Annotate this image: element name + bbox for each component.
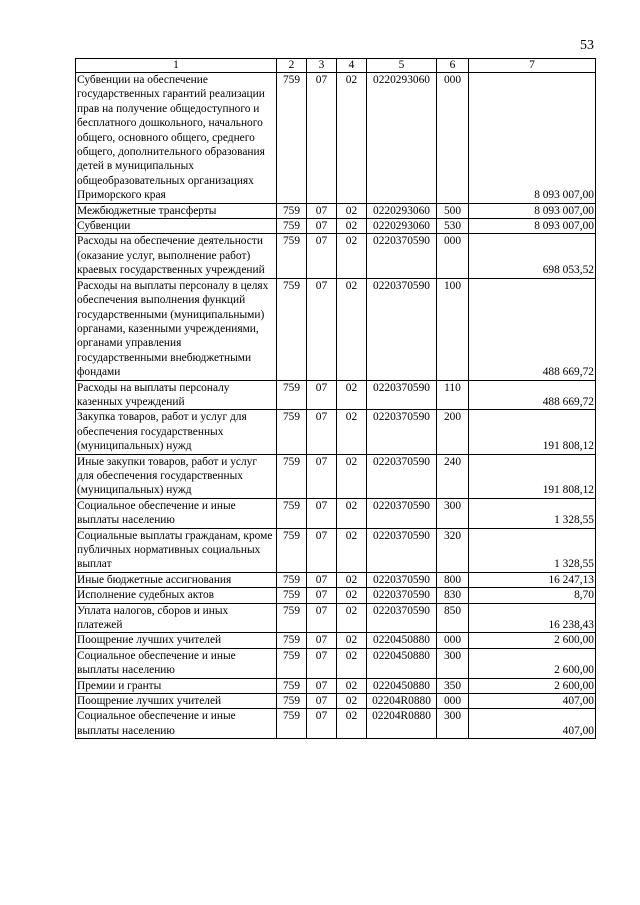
- page-number: 53: [580, 38, 594, 53]
- row-description: Социальное обеспечение и иные выплаты населению: [76, 498, 277, 528]
- row-amount: 407,00: [469, 709, 596, 739]
- row-code-gr: 759: [277, 572, 307, 587]
- table-row: [76, 709, 596, 739]
- row-code-gr: 759: [277, 709, 307, 739]
- row-code-csr: 0220450880: [367, 678, 437, 693]
- row-description: Социальные выплаты гражданам, кроме публичных нормативных социальных выплат: [76, 528, 277, 572]
- row-code-rz: 07: [307, 203, 337, 218]
- row-description: Субвенции: [76, 219, 277, 234]
- row-description: Межбюджетные трансферты: [76, 203, 277, 218]
- table-row: [76, 498, 596, 528]
- row-code-rz: 07: [307, 528, 337, 572]
- budget-table: [75, 58, 596, 739]
- row-code-rz: 07: [307, 73, 337, 204]
- row-code-csr: 0220370590: [367, 572, 437, 587]
- column-header: 3: [307, 59, 337, 73]
- table-row: [76, 648, 596, 678]
- row-code-vr: 110: [437, 380, 469, 410]
- row-code-csr: 0220450880: [367, 633, 437, 648]
- row-code-csr: 0220370590: [367, 603, 437, 633]
- column-header: 2: [277, 59, 307, 73]
- row-description: Премии и гранты: [76, 678, 277, 693]
- row-description: Расходы на обеспечение деятельности (оказание услуг, выполнение работ) краевых государственных учреждений: [76, 234, 277, 278]
- row-code-vr: 850: [437, 603, 469, 633]
- column-header: 5: [367, 59, 437, 73]
- table-row: [76, 694, 596, 709]
- row-code-pr: 02: [337, 73, 367, 204]
- row-code-csr: 0220450880: [367, 648, 437, 678]
- row-description: Поощрение лучших учителей: [76, 694, 277, 709]
- column-header: 7: [469, 59, 596, 73]
- row-code-vr: 830: [437, 588, 469, 603]
- row-amount: 16 247,13: [469, 572, 596, 587]
- row-description: Социальное обеспечение и иные выплаты населению: [76, 648, 277, 678]
- row-amount: 8 093 007,00: [469, 203, 596, 218]
- row-code-rz: 07: [307, 694, 337, 709]
- row-code-rz: 07: [307, 498, 337, 528]
- row-code-pr: 02: [337, 709, 367, 739]
- row-description: Субвенции на обеспечение государственных гарантий реализации прав на получение общедоступного и бесплатного дошкольного, начального общего, основного общего, среднего общего, дополнительного образования детей в муниципальных общеобразовательных организациях Приморского края: [76, 73, 277, 204]
- row-code-csr: 0220370590: [367, 410, 437, 454]
- table-row: [76, 380, 596, 410]
- row-amount: 1 328,55: [469, 528, 596, 572]
- row-amount: 2 600,00: [469, 633, 596, 648]
- row-description: Уплата налогов, сборов и иных платежей: [76, 603, 277, 633]
- row-code-pr: 02: [337, 603, 367, 633]
- row-code-vr: 240: [437, 454, 469, 498]
- row-code-gr: 759: [277, 203, 307, 218]
- row-code-csr: 0220370590: [367, 380, 437, 410]
- column-header: 6: [437, 59, 469, 73]
- row-amount: 698 053,52: [469, 234, 596, 278]
- row-amount: 16 238,43: [469, 603, 596, 633]
- row-code-rz: 07: [307, 678, 337, 693]
- row-code-csr: 0220370590: [367, 454, 437, 498]
- row-code-pr: 02: [337, 410, 367, 454]
- row-code-gr: 759: [277, 648, 307, 678]
- row-code-pr: 02: [337, 694, 367, 709]
- row-code-gr: 759: [277, 588, 307, 603]
- row-code-csr: 0220370590: [367, 588, 437, 603]
- table-row: [76, 528, 596, 572]
- row-code-vr: 500: [437, 203, 469, 218]
- row-code-rz: 07: [307, 380, 337, 410]
- row-amount: 2 600,00: [469, 678, 596, 693]
- row-code-vr: 320: [437, 528, 469, 572]
- row-code-vr: 000: [437, 234, 469, 278]
- row-code-pr: 02: [337, 278, 367, 380]
- row-code-pr: 02: [337, 203, 367, 218]
- row-code-csr: 0220293060: [367, 203, 437, 218]
- table-row: [76, 278, 596, 380]
- row-code-vr: 100: [437, 278, 469, 380]
- row-amount: 488 669,72: [469, 380, 596, 410]
- row-description: Расходы на выплаты персоналу в целях обеспечения выполнения функций государственными (муниципальными) органами, казенными учреждениями, органами управления государственными внебюджетными фондами: [76, 278, 277, 380]
- table-row: [76, 633, 596, 648]
- row-code-gr: 759: [277, 633, 307, 648]
- row-code-gr: 759: [277, 219, 307, 234]
- row-code-gr: 759: [277, 234, 307, 278]
- row-code-vr: 200: [437, 410, 469, 454]
- row-code-vr: 000: [437, 633, 469, 648]
- row-code-rz: 07: [307, 219, 337, 234]
- row-code-csr: 0220370590: [367, 528, 437, 572]
- row-code-pr: 02: [337, 678, 367, 693]
- row-code-pr: 02: [337, 648, 367, 678]
- row-code-rz: 07: [307, 648, 337, 678]
- row-code-rz: 07: [307, 410, 337, 454]
- row-code-pr: 02: [337, 234, 367, 278]
- row-code-csr: 0220293060: [367, 73, 437, 204]
- column-header: 4: [337, 59, 367, 73]
- row-code-csr: 02204R0880: [367, 709, 437, 739]
- row-code-rz: 07: [307, 278, 337, 380]
- row-description: Исполнение судебных актов: [76, 588, 277, 603]
- table-row: [76, 603, 596, 633]
- row-code-rz: 07: [307, 709, 337, 739]
- row-amount: 407,00: [469, 694, 596, 709]
- row-amount: 191 808,12: [469, 454, 596, 498]
- row-amount: 8 093 007,00: [469, 73, 596, 204]
- row-code-gr: 759: [277, 528, 307, 572]
- row-code-rz: 07: [307, 234, 337, 278]
- row-code-pr: 02: [337, 219, 367, 234]
- row-code-rz: 07: [307, 572, 337, 587]
- table-row: [76, 572, 596, 587]
- table-row: [76, 454, 596, 498]
- table-row: [76, 203, 596, 218]
- table-row: [76, 73, 596, 204]
- row-description: Расходы на выплаты персоналу казенных учреждений: [76, 380, 277, 410]
- table-body: [76, 73, 596, 739]
- row-code-rz: 07: [307, 454, 337, 498]
- row-code-pr: 02: [337, 588, 367, 603]
- row-code-vr: 000: [437, 694, 469, 709]
- row-code-gr: 759: [277, 454, 307, 498]
- row-code-csr: 0220370590: [367, 234, 437, 278]
- row-code-vr: 300: [437, 498, 469, 528]
- row-description: Иные закупки товаров, работ и услуг для обеспечения государственных (муниципальных) нужд: [76, 454, 277, 498]
- row-code-gr: 759: [277, 380, 307, 410]
- row-code-gr: 759: [277, 73, 307, 204]
- row-amount: 8 093 007,00: [469, 219, 596, 234]
- row-code-pr: 02: [337, 498, 367, 528]
- table-row: [76, 410, 596, 454]
- row-amount: 1 328,55: [469, 498, 596, 528]
- row-code-gr: 759: [277, 603, 307, 633]
- row-code-pr: 02: [337, 528, 367, 572]
- row-description: Иные бюджетные ассигнования: [76, 572, 277, 587]
- row-amount: 488 669,72: [469, 278, 596, 380]
- table-row: [76, 588, 596, 603]
- table-row: [76, 219, 596, 234]
- table-row: [76, 678, 596, 693]
- row-amount: 191 808,12: [469, 410, 596, 454]
- row-code-vr: 800: [437, 572, 469, 587]
- row-code-vr: 000: [437, 73, 469, 204]
- row-code-gr: 759: [277, 410, 307, 454]
- row-code-vr: 350: [437, 678, 469, 693]
- row-amount: 2 600,00: [469, 648, 596, 678]
- column-header: 1: [76, 59, 277, 73]
- row-code-csr: 0220293060: [367, 219, 437, 234]
- row-code-vr: 300: [437, 648, 469, 678]
- row-code-gr: 759: [277, 694, 307, 709]
- row-code-csr: 0220370590: [367, 278, 437, 380]
- row-code-rz: 07: [307, 633, 337, 648]
- row-description: Социальное обеспечение и иные выплаты населению: [76, 709, 277, 739]
- row-code-rz: 07: [307, 588, 337, 603]
- row-amount: 8,70: [469, 588, 596, 603]
- row-code-vr: 530: [437, 219, 469, 234]
- row-code-gr: 759: [277, 678, 307, 693]
- row-code-csr: 0220370590: [367, 498, 437, 528]
- row-code-csr: 02204R0880: [367, 694, 437, 709]
- row-code-gr: 759: [277, 498, 307, 528]
- table-header-row: [76, 59, 596, 73]
- row-code-pr: 02: [337, 572, 367, 587]
- row-code-vr: 300: [437, 709, 469, 739]
- row-code-gr: 759: [277, 278, 307, 380]
- row-description: Закупка товаров, работ и услуг для обеспечения государственных (муниципальных) нужд: [76, 410, 277, 454]
- row-code-pr: 02: [337, 633, 367, 648]
- row-code-pr: 02: [337, 380, 367, 410]
- row-code-pr: 02: [337, 454, 367, 498]
- row-code-rz: 07: [307, 603, 337, 633]
- table-row: [76, 234, 596, 278]
- row-description: Поощрение лучших учителей: [76, 633, 277, 648]
